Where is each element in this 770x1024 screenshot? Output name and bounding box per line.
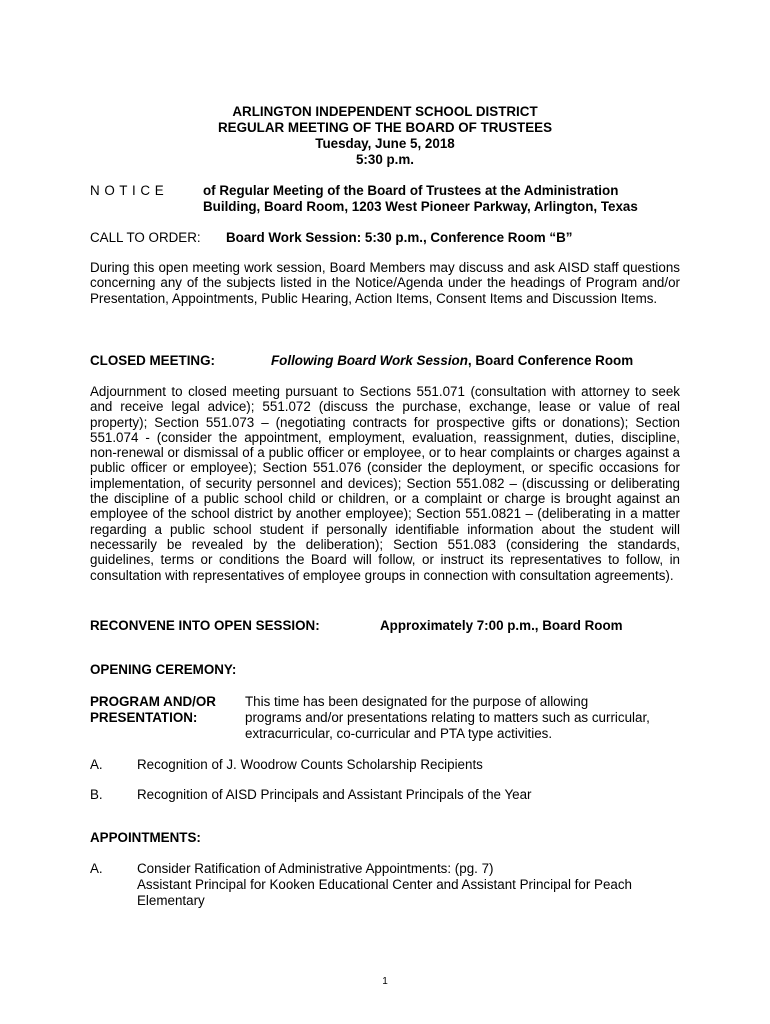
closed-meeting-heading [271, 353, 633, 368]
notice-line-1: of Regular Meeting of the Board of Trustees at the Administration [203, 183, 619, 198]
opening-ceremony-label: OPENING CEREMONY: [90, 662, 237, 677]
program-item-b-text: Recognition of AISD Principals and Assistant Principals of the Year [137, 787, 532, 802]
appointments-item-a-letter: A. [90, 861, 103, 876]
program-item-a-letter: A. [90, 757, 103, 772]
meeting-time: 5:30 p.m. [355, 152, 415, 167]
meeting-date: Tuesday, June 5, 2018 [315, 136, 455, 151]
closed-meeting-rest-text: , Board Conference Room [467, 353, 634, 368]
district-name: ARLINGTON INDEPENDENT SCHOOL DISTRICT [232, 104, 538, 119]
work-session-paragraph: During this open meeting work session, Board Members may discuss and ask AISD staff questions concerning any of the subjects listed in the Notice/Agenda under the headings of Program and/or Presentation, Appointments, Public Hearing, Action Items, Consent Items and Discussion Items. [90, 260, 680, 306]
notice-line-2: Building, Board Room, 1203 West Pioneer Parkway, Arlington, Texas [203, 199, 638, 214]
program-label-line-2: PRESENTATION: [90, 710, 198, 725]
reconvene-label: RECONVENE INTO OPEN SESSION: [90, 618, 320, 633]
closed-meeting-paragraph: Adjournment to closed meeting pursuant to Sections 551.071 (consultation with attorney to seek and receive legal advice); 551.072 (discuss the purchase, exchange, lease or value of real property); Section 551.073 – (negotiating contracts for prospective gifts or donations); Section 551.074 - (consider the appointment, employment, evaluation, reassignment, duties, discipline, non-renewal or dismissal of a public officer or employee, or to hear complaints or charges against a public officer or employee); Section 551.076 (consider the deployment, or specific occasions for implementation, of security personnel and devices); Section 551.082 – (discussing or deliberating the discipline of a public school child or children, or a complaint or charge is brought against an employee of the school district by another employee); Section 551.0821 – (deliberating in a matter regarding a public school student if personally identifiable information about the student will necessarily be revealed by the deliberation); Section 551.083 (considering the standards, guidelines, terms or conditions the Board will follow, or instruct its representatives to follow, in consultation with representatives of employee groups in connection with consultation agreements). [90, 384, 680, 583]
reconvene-text: Approximately 7:00 p.m., Board Room [380, 618, 623, 633]
appointments-item-a-line-2: Assistant Principal for Kooken Educational Center and Assistant Principal for Peach [137, 877, 632, 892]
closed-meeting-label: CLOSED MEETING: [90, 353, 215, 368]
program-desc-line-1: This time has been designated for the purpose of allowing [245, 694, 589, 709]
page-number: 1 [382, 976, 388, 987]
closed-meeting-italic-text: Following Board Work Session [271, 353, 468, 368]
notice-label: N O T I C E [90, 183, 165, 198]
program-item-a-text: Recognition of J. Woodrow Counts Scholarship Recipients [137, 757, 483, 772]
program-desc-line-2: programs and/or presentations relating to matters such as curricular, [245, 710, 650, 725]
program-item-b-letter: B. [90, 787, 103, 802]
appointments-item-a-line-3: Elementary [137, 893, 205, 908]
appointments-item-a-line-1: Consider Ratification of Administrative Appointments: (pg. 7) [137, 861, 494, 876]
appointments-label: APPOINTMENTS: [90, 830, 201, 845]
program-desc-line-3: extracurricular, co-curricular and PTA type activities. [245, 726, 553, 741]
call-to-order-text: Board Work Session: 5:30 p.m., Conference Room “B” [226, 230, 573, 245]
call-to-order-label: CALL TO ORDER: [90, 230, 201, 245]
program-label-line-1: PROGRAM AND/OR [90, 694, 216, 709]
meeting-title: REGULAR MEETING OF THE BOARD OF TRUSTEES [217, 120, 553, 135]
